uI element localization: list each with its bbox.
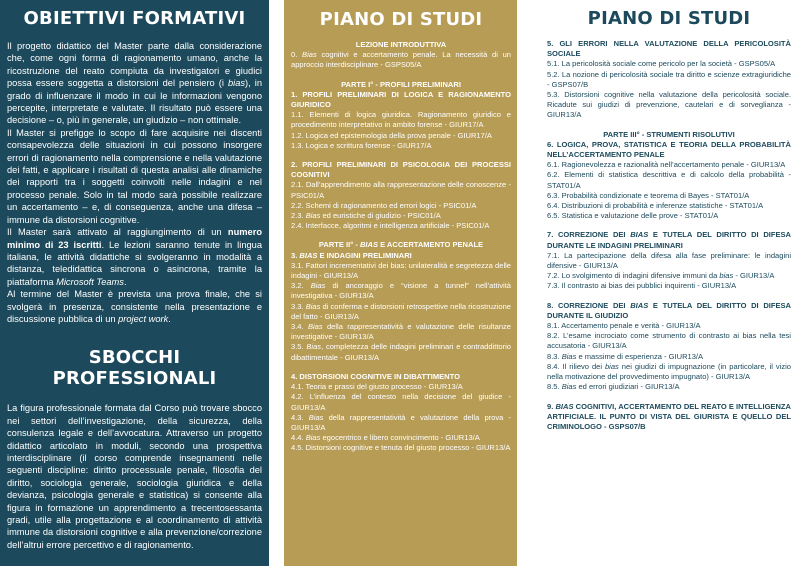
list-item: 3.3. Bias di conferma e distorsioni retrospettive nella ricostruzione del fatto - GIUR13/A: [291, 301, 512, 321]
list-item: 3.2. Bias di ancoraggio e “visione a tunnel” nell’attività investigativa - GIUR13/A: [291, 281, 511, 301]
intro-heading: LEZIONE INTRODUTTIVA: [355, 40, 447, 49]
paragraph-career: La figura professionale formata dal Corso può trovare sbocco nei settori dell’investigazione, della sicurezza, della consulenza legale e dell’avvocatura. Attraverso un progetto didattico articolato in moduli, secondo una prospettiva interdisciplinare (il corso comprende insegnamenti nelle seguenti discipline: diritto processuale penale, filosofia del diritto, sociologia generale, sociologia giuridica e della devianza, psicologia generale e statistica) si consente alla figura in formazione un apprendimento a trecentosessanta gradi, utile alla progettazione e al coordinamento di attività immune da distorsioni cognitive e alla prevenzione/correzione dell’altrui errore percettivo e di ragionamento.: [7, 403, 262, 550]
module-heading: 2. PROFILI PRELIMINARI DI PSICOLOGIA DEI PROCESSI COGNITIVI: [291, 160, 511, 180]
list-item: 2.4. Interfacce, algoritmi e intelligenza artificiale - PSIC01/A: [291, 221, 490, 231]
part-heading: PARTE III° - STRUMENTI RISOLUTIVI: [603, 129, 735, 139]
list-item: 7.2. Lo svolgimento di indagini difensive immuni da bias - GIUR13/A: [547, 271, 775, 281]
list-item: 2.2. Schemi di ragionamento ed errori logici - PSIC01/A: [291, 200, 477, 210]
module-heading: 9. BIAS COGNITIVI, ACCERTAMENTO DEL REATO E INTELLIGENZA ARTIFICIALE. IL PUNTO DI VISTA DEL GIURISTA E QUELLO DEL CRIMINOLOGO - GSPS07/B: [547, 401, 791, 431]
list-item: 4.1. Teoria e prassi del giusto processo - GIUR13/A: [291, 382, 463, 392]
module-heading: 8. CORREZIONE DEI BIAS E TUTELA DEL DIRITTO DI DIFESA DURANTE IL GIUDIZIO: [547, 300, 791, 320]
section-title-piano-1: PIANO DI STUDI: [319, 9, 483, 30]
list-item: 2.1. Dall’apprendimento alla rappresentazione delle conoscenze - PSIC01/A: [291, 180, 511, 200]
section-title-obiettivi: OBIETTIVI FORMATIVI: [23, 8, 246, 29]
section-title-sbocchi: SBOCCHI PROFESSIONALI: [52, 347, 217, 390]
list-item: 6.1. Ragionevolezza e razionalità nell’accertamento penale - GIUR13/A: [547, 160, 786, 170]
list-item: 4.4. Bias egocentrico e libero convincimento - GIUR13/A: [291, 433, 480, 443]
module-heading: 5. GLI ERRORI NELLA VALUTAZIONE DELLA PERICOLOSITÀ SOCIALE: [547, 39, 791, 59]
list-item: 1.2. Logica ed epistemologia della prova penale - GIUR17/A: [291, 130, 492, 140]
list-item: 1.3. Logica e scrittura forense - GIUR17/A: [291, 140, 432, 150]
list-item: 2.3. Bias ed euristiche di giudizio - PSIC01/A: [291, 211, 441, 221]
list-item: 8.3. Bias e massime di esperienza - GIUR13/A: [547, 351, 704, 361]
list-item: 8.2. L’esame incrociato come strumento di contrasto ai bias nella tesi accusatoria - GIUR13/A: [547, 331, 791, 351]
list-item: 6.4. Distribuzioni di probabilità e inferenze statistiche - STAT01/A: [547, 201, 764, 211]
section-title-piano-2: PIANO DI STUDI: [587, 8, 751, 29]
list-item: 3.4. Bias della rappresentatività e valutazione delle risultanze investigative - GIUR13/A: [291, 322, 511, 342]
column-gap-right: [517, 0, 527, 566]
column-piano-1: [284, 0, 517, 566]
module-heading: 4. DISTORSIONI COGNITIVE IN DIBATTIMENTO: [291, 371, 460, 381]
module-heading: 7. CORREZIONE DEI BIAS E TUTELA DEL DIRITTO DI DIFESA DURANTE LE INDAGINI PRELIMINARI: [547, 230, 791, 250]
list-item: 6.5. Statistica e valutazione delle prove - STAT01/A: [547, 211, 719, 221]
list-item: 8.5. Bias ed errori giudiziari - GIUR13/A: [547, 382, 680, 392]
module-heading: 6. LOGICA, PROVA, STATISTICA E TEORIA DELLA PROBABILITÀ NELL’ACCERTAMENTO PENALE: [547, 139, 791, 160]
list-item: 6.3. Probabilità condizionate e teorema di Bayes - STAT01/A: [547, 190, 750, 200]
paragraph-final-exam: Al termine del Master è prevista una prova finale, che si svolgerà in presenza, consistente nella presentazione e discussione pubblica di un project work.: [7, 289, 262, 324]
list-item: 4.3. Bias della rappresentatività e valutazione della prova - GIUR13/A: [291, 412, 511, 432]
list-item: 0. Bias cognitivi e accertamento penale. La necessità di un approccio interdisciplinare - GSPS05/A: [291, 50, 511, 70]
list-item: 5.1. La pericolosità sociale come pericolo per la società - GSPS05/A: [547, 59, 776, 69]
part-heading: PARTE I° - PROFILI PRELIMINARI: [341, 79, 461, 89]
list-item: 8.4. Il rilievo dei bias nei giudizi di impugnazione (in particolare, il vizio nella motivazione del provvedimento impugnato) - GIUR13/A: [547, 361, 792, 382]
list-item: 1.1. Elementi di logica giuridica. Ragionamento giuridico e procedimento interpretativo in ambito forense - GIUR17/A: [291, 110, 511, 130]
column-piano-2: [527, 0, 800, 566]
list-item: 8.1. Accertamento penale e verità - GIUR13/A: [547, 321, 701, 331]
list-item: 7.3. Il contrasto ai bias dei pubblici inquirenti - GIUR13/A: [547, 281, 737, 291]
list-item: 4.5. Distorsioni cognitive e tenuta del giusto processo - GIUR13/A: [291, 443, 511, 453]
list-item: 5.3. Distorsioni cognitive nella valutazione della pericolosità sociale. Ricadute sui giudizi di prevenzione, cautelari e di sorveglianza - GIUR13/A: [547, 90, 791, 120]
paragraph-scope: Il Master si prefigge lo scopo di fare acquisire nei discenti consapevolezza delle situazioni in cui possono insorgere errori di ragionamento nella comprensione e nella valutazione dei fatti, e applicare i risultati di questa analisi alle dinamiche dei rapporti tra i soggetti coinvolti nelle indagini e nel processo penale. Solo in tal modo sarà possibile realizzare un accertamento – e, di conseguenza, anche una difesa – immune da distorsioni cognitive.: [7, 127, 262, 225]
column-obiettivi: [0, 0, 269, 566]
paragraph-activation: Il Master sarà attivato al raggiungimento di un numero minimo di 23 iscritti. Le lezioni saranno tenute in lingua italiana, le attività didattiche si svolgeranno in modalità a distanza, teledidattica sincrona o asincrona, tramite la piattaforma Microsoft Teams.: [7, 227, 262, 287]
list-item: 3.5. Bias, completezza delle indagini preliminari e contraddittorio dibattimentale - GIUR13/A: [291, 342, 511, 362]
module-heading: 1. PROFILI PRELIMINARI DI LOGICA E RAGIONAMENTO GIURIDICO: [291, 89, 511, 110]
paragraph-intro: Il progetto didattico del Master parte dalla considerazione che, come ogni forma di ragionamento umano, anche la ricostruzione del reato compiuta da investigatori e giudici possa essere soggetta a distorsioni del pensiero (i bias), in grado di influenzare il modo in cui le informazioni vengono percepite, interpretate e valutate. Il risultato può essere una decisione – o, più in generale, un giudizio – non ottimale.: [7, 41, 262, 126]
list-item: 7.1. La partecipazione della difesa alla fase preliminare: le indagini difensive - GIUR13/A: [547, 250, 791, 271]
column-gap-left: [269, 0, 284, 566]
list-item: 6.2. Elementi di statistica descrittiva e di calcolo della probabilità - STAT01/A: [547, 170, 791, 190]
list-item: 3.1. Fattori incrementativi dei bias: unilateralità e segretezza delle indagini - GIUR13/A: [291, 260, 511, 281]
list-item: 4.2. L’influenza del contesto nella decisione del giudice - GIUR13/A: [291, 392, 511, 412]
part-heading: PARTE II° - BIAS E ACCERTAMENTO PENALE: [318, 240, 484, 250]
list-item: 5.2. La nozione di pericolosità sociale tra diritto e scienze extragiuridiche - GSPS07/B: [547, 69, 791, 89]
module-heading: 3. BIAS E INDAGINI PRELIMINARI: [291, 250, 412, 260]
